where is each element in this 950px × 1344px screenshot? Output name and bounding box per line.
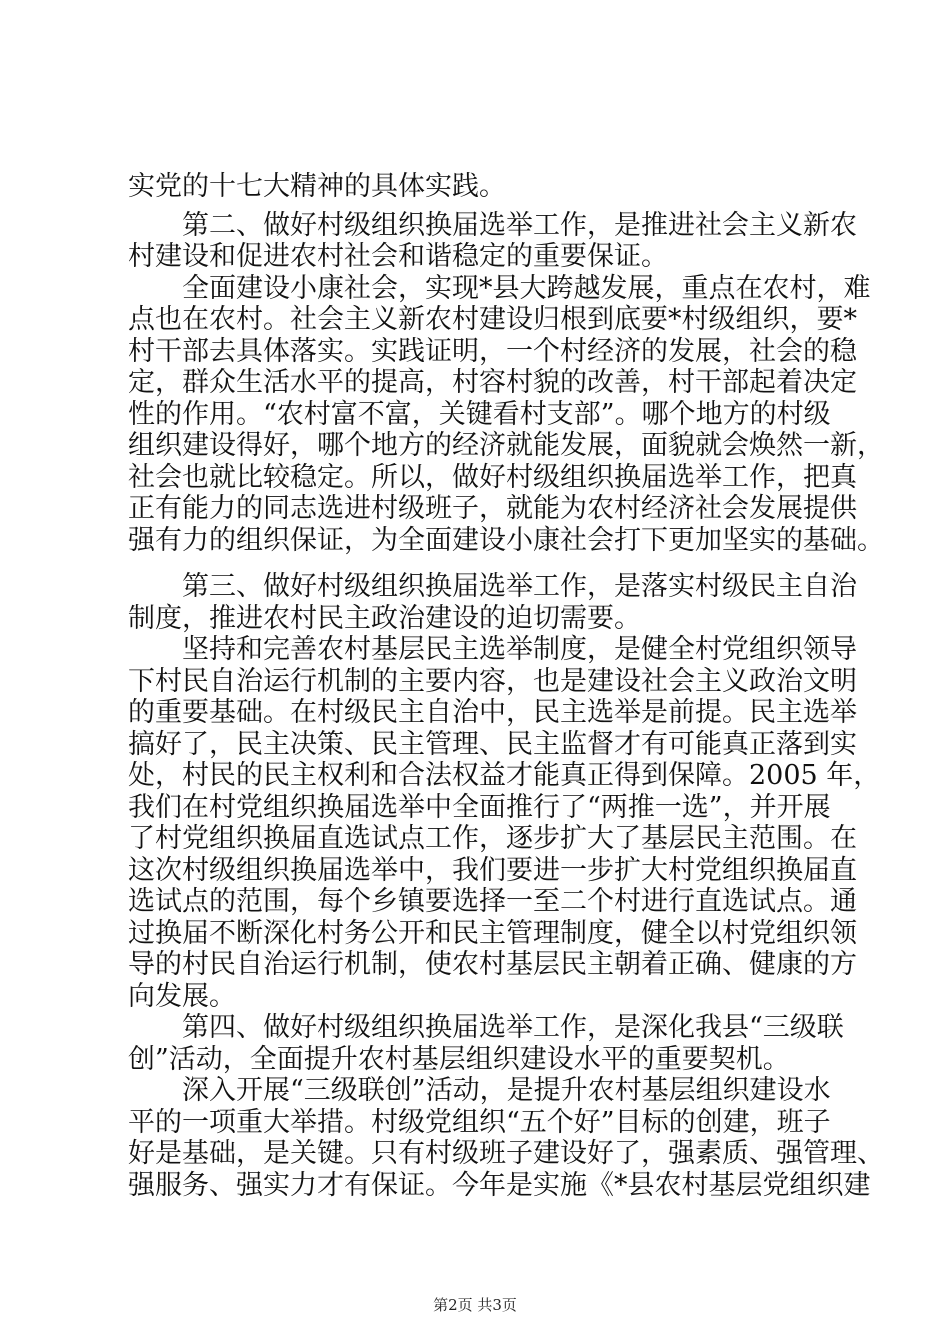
text-line: 平的一项重大举措。村级党组织“五个好”目标的创建，班子 — [128, 1107, 831, 1138]
text-line: 向发展。 — [128, 981, 236, 1012]
text-line: 强服务、强实力才有保证。今年是实施《*县农村基层党组织建 — [128, 1170, 871, 1201]
text-line: 的重要基础。在村级民主自治中，民主选举是前提。民主选举 — [128, 697, 857, 728]
text-line: 创”活动，全面提升农村基层组织建设水平的重要契机。 — [128, 1044, 790, 1075]
text-line: 这次村级组织换届选举中，我们要进一步扩大村党组织换届直 — [128, 855, 857, 886]
text-line: 正有能力的同志选进村级班子，就能为农村经济社会发展提供 — [128, 493, 857, 524]
text-line: 制度，推进农村民主政治建设的迫切需要。 — [128, 603, 641, 634]
page-footer: 第2页 共3页 — [433, 1296, 517, 1314]
text-line: 深入开展“三级联创”活动，是提升农村基层组织建设水 — [182, 1075, 831, 1106]
text-line: 第四、做好村级组织换届选举工作，是深化我县“三级联 — [182, 1012, 844, 1043]
text-line: 第二、做好村级组织换届选举工作，是推进社会主义新农 — [182, 210, 857, 241]
text-line: 第三、做好村级组织换届选举工作，是落实村级民主自治 — [182, 571, 857, 602]
text-line: 点也在农村。社会主义新农村建设归根到底要*村级组织，要* — [128, 304, 857, 335]
text-line: 村干部去具体落实。实践证明，一个村经济的发展，社会的稳 — [128, 336, 857, 367]
text-line: 组织建设得好，哪个地方的经济就能发展，面貌就会焕然一新， — [128, 430, 884, 461]
text-line: 社会也就比较稳定。所以，做好村级组织换届选举工作，把真 — [128, 462, 857, 493]
text-line: 导的村民自治运行机制，使农村基层民主朝着正确、健康的方 — [128, 949, 857, 980]
text-line: 性的作用。“农村富不富，关键看村支部”。哪个地方的村级 — [128, 399, 831, 430]
text-line: 我们在村党组织换届选举中全面推行了“两推一选”，并开展 — [128, 792, 831, 823]
text-line: 了村党组织换届直选试点工作，逐步扩大了基层民主范围。在 — [128, 823, 857, 854]
text-line: 定，群众生活水平的提高，村容村貌的改善，村干部起着决定 — [128, 367, 857, 398]
text-line: 坚持和完善农村基层民主选举制度，是健全村党组织领导 — [182, 634, 857, 665]
text-line: 实党的十七大精神的具体实践。 — [128, 171, 506, 202]
text-line: 全面建设小康社会，实现*县大跨越发展，重点在农村，难 — [182, 273, 871, 304]
text-line: 处，村民的民主权利和合法权益才能真正得到保障。2005 年， — [128, 760, 881, 791]
text-line: 村建设和促进农村社会和谐稳定的重要保证。 — [128, 241, 668, 272]
text-line: 强有力的组织保证，为全面建设小康社会打下更加坚实的基础。 — [128, 525, 884, 556]
text-line: 搞好了，民主决策、民主管理、民主监督才有可能真正落到实 — [128, 729, 857, 760]
text-line: 过换届不断深化村务公开和民主管理制度，健全以村党组织领 — [128, 918, 857, 949]
text-line: 选试点的范围，每个乡镇要选择一至二个村进行直选试点。通 — [128, 886, 857, 917]
text-line: 好是基础，是关键。只有村级班子建设好了，强素质、强管理、 — [128, 1138, 884, 1169]
text-line: 下村民自治运行机制的主要内容，也是建设社会主义政治文明 — [128, 666, 857, 697]
